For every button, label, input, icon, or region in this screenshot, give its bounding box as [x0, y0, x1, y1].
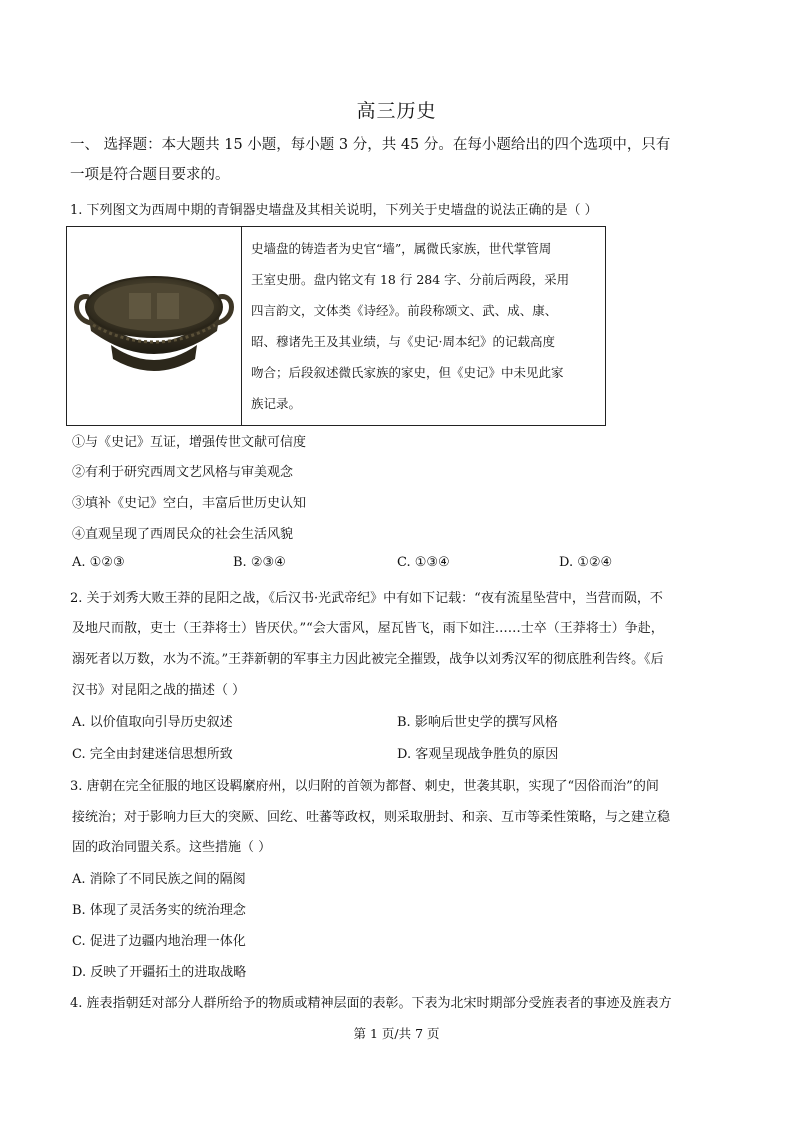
page-footer: 第 1 页/共 7 页 [353, 1026, 440, 1041]
description-line: 昭、穆诸先王及其业绩，与《史记·周本纪》的记载高度 [251, 334, 555, 349]
q4-line-1: 4. 旌表指朝廷对部分人群所给予的物质或精神层面的表彰。下表为北宋时期部分受旌表者的事迹及旌表方 [70, 996, 672, 1011]
q3-option-d: D. 反映了开疆拓土的进取战略 [72, 965, 247, 980]
page-title: 高三历史 [356, 100, 437, 122]
q2-option-a: A. 以价值取向引导历史叙述 [72, 715, 233, 730]
bronze-basin-description [242, 227, 606, 426]
q3-line-3: 固的政治同盟关系。这些措施（ ） [72, 840, 272, 855]
bronze-basin-image-cell [67, 227, 242, 426]
q2-option-b: B. 影响后世史学的撰写风格 [397, 715, 558, 730]
question-1-exhibit-table [66, 226, 606, 426]
statement-2: ②有利于研究西周文艺风格与审美观念 [72, 465, 294, 480]
question-1-stem: 1. 下列图文为西周中期的青铜器史墙盘及其相关说明，下列关于史墙盘的说法正确的是（ ） [70, 203, 598, 218]
description-line: 吻合；后段叙述微氏家族的家史，但《史记》中未见此家 [251, 365, 564, 380]
q2-option-c: C. 完全由封建迷信思想所致 [72, 747, 233, 762]
statement-3: ③填补《史记》空白，丰富后世历史认知 [72, 496, 307, 511]
description-line: 族记录。 [251, 396, 302, 411]
q1-option-a: A. ①②③ [72, 555, 125, 570]
bronze-basin-image [67, 227, 241, 421]
q3-option-c: C. 促进了边疆内地治理一体化 [72, 934, 246, 949]
q1-option-b: B. ②③④ [233, 555, 286, 570]
q2-line-2: 及地尺而散，吏士（王莽将士）皆厌伏。”“会大雷风，屋瓦皆飞，雨下如注……士卒（王莽将士）争赴， [72, 621, 664, 636]
q1-option-d: D. ①②④ [559, 555, 613, 570]
q3-option-a: A. 消除了不同民族之间的隔阂 [72, 872, 246, 887]
description-line: 四言韵文，文体类《诗经》。前段称颂文、武、成、康、 [251, 303, 558, 318]
q3-option-b: B. 体现了灵活务实的统治理念 [72, 903, 246, 918]
statement-1: ①与《史记》互证，增强传世文献可信度 [72, 435, 307, 450]
q2-option-d: D. 客观呈现战争胜负的原因 [397, 747, 559, 762]
q1-option-c: C. ①③④ [397, 555, 450, 570]
q2-line-4: 汉书》对昆阳之战的描述（ ） [72, 683, 246, 698]
section-heading-line-1: 一、 选择题：本大题共 15 小题，每小题 3 分，共 45 分。在每小题给出的四个选项中，只有 [70, 137, 671, 153]
q2-line-1: 2. 关于刘秀大败王莽的昆阳之战，《后汉书·光武帝纪》中有如下记载：“夜有流星坠营中，当营而陨，不 [70, 591, 663, 606]
q2-line-3: 溺死者以万数，水为不流。”王莽新朝的军事主力因此被完全摧毁，战争以刘秀汉军的彻底胜利告终。《后 [72, 652, 664, 667]
q3-line-2: 接统治；对于影响力巨大的突厥、回纥、吐蕃等政权，则采取册封、和亲、互市等柔性策略，与之建立稳 [72, 810, 671, 825]
statement-4: ④直观呈现了西周民众的社会生活风貌 [72, 527, 294, 542]
section-heading-line-2: 一项是符合题目要求的。 [70, 167, 230, 183]
description-line: 王室史册。盘内铭文有 18 行 284 字、分前后两段，采用 [251, 272, 570, 287]
q3-line-1: 3. 唐朝在完全征服的地区设羁縻府州，以归附的首领为都督、刺史，世袭其职，实现了“因俗而治”的间 [70, 779, 659, 794]
description-line: 史墙盘的铸造者为史官“墙”，属微氏家族，世代掌管周 [251, 241, 552, 256]
